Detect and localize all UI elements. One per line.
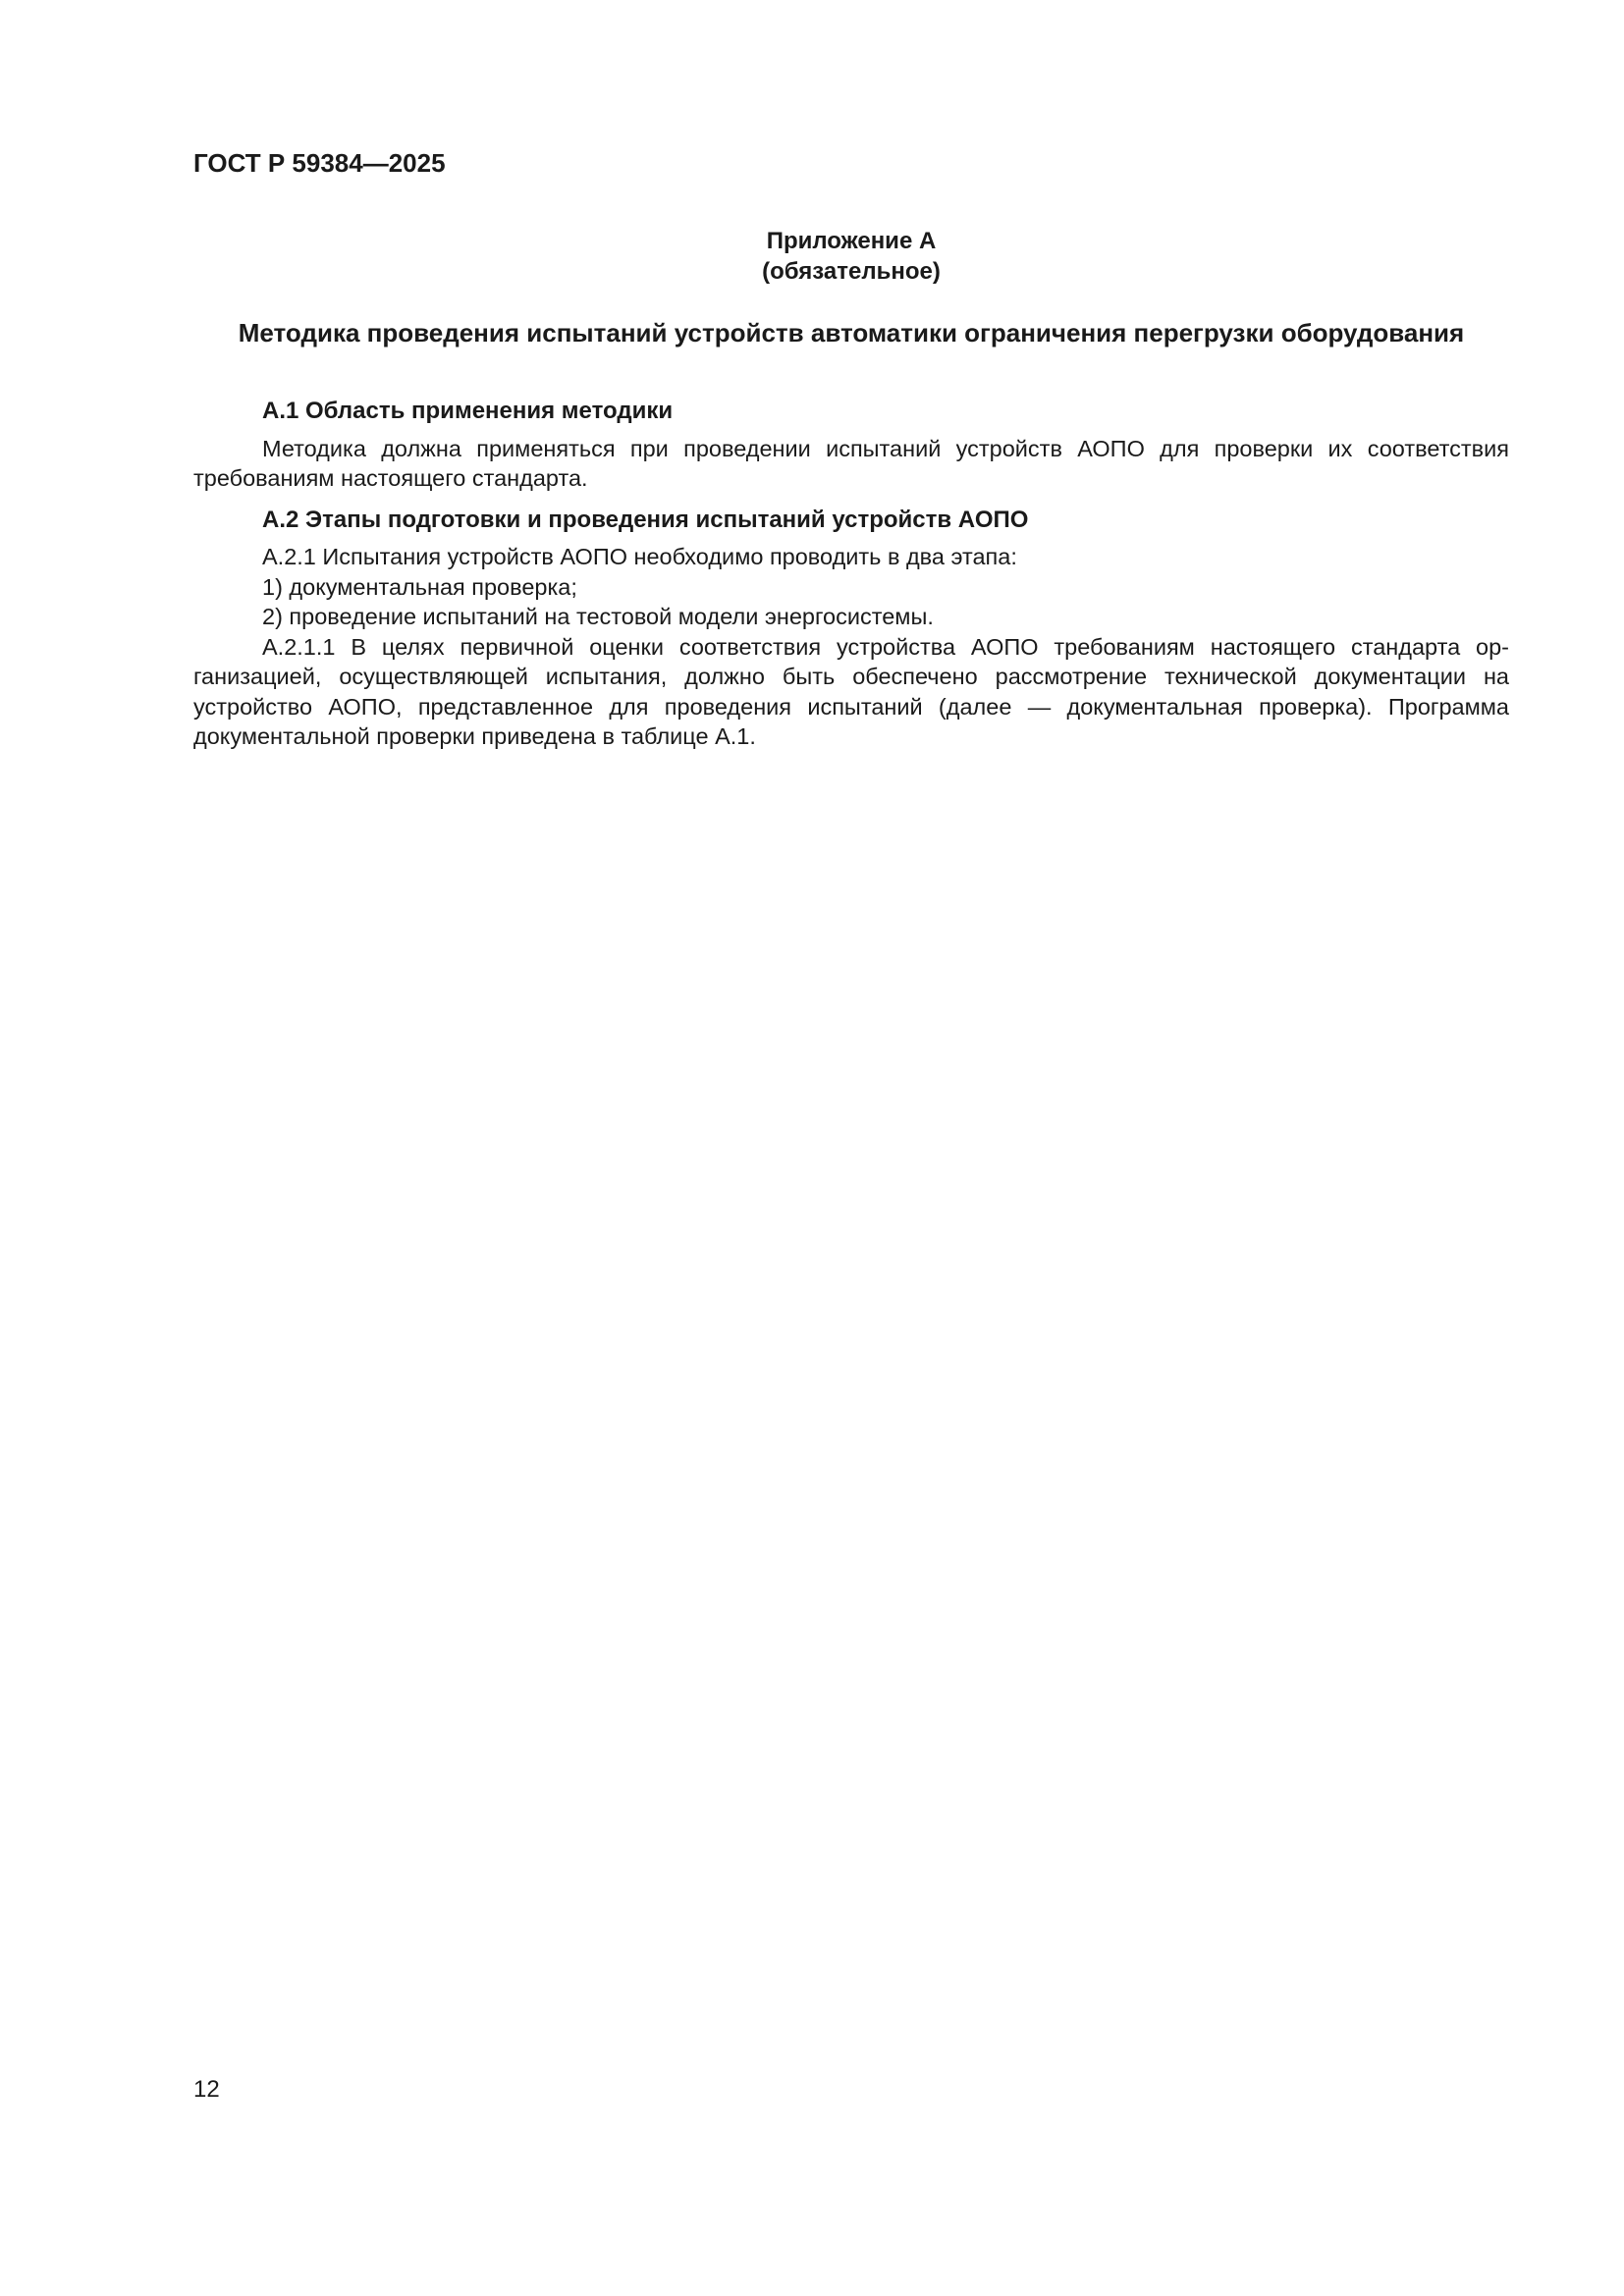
section-heading-a1: А.1 Область применения методики	[262, 398, 674, 424]
document-header-code: ГОСТ Р 59384—2025	[193, 148, 446, 178]
page-number: 12	[193, 2076, 220, 2103]
appendix-status: (обязательное)	[762, 258, 941, 285]
document-body	[193, 397, 1509, 752]
section-a2-list-item-1: 1) документальная проверка;	[262, 573, 577, 600]
appendix-label-block	[193, 226, 1509, 287]
section-heading-a2: А.2 Этапы подготовки и проведения испытаний устройств АОПО	[262, 506, 1029, 533]
section-a2-paragraph-2: А.2.1.1 В целях первичной оценки соответствия устройства АОПО требованиям настоящего стандарта организацией, осуществляющей испытания, должно быть обеспечено рассмотрение технической документации на устройство АОПО, представленное для проведения испытаний (далее — документальная проверка). Программа документальной проверки приведена в таблице А.1.	[193, 633, 1509, 749]
section-a2-paragraph-1: А.2.1 Испытания устройств АОПО необходимо проводить в два этапа:	[262, 544, 1017, 569]
section-a2-list-item-2: 2) проведение испытаний на тестовой модели энергосистемы.	[262, 604, 934, 629]
section-a1-paragraph: Методика должна применяться при проведении испытаний устройств АОПО для проверки их соответствия требованиям настоящего стандарта.	[193, 435, 1509, 491]
appendix-title: Методика проведения испытаний устройств автоматики ограничения перегрузки оборудования	[238, 318, 1465, 347]
appendix-label: Приложение А	[766, 228, 937, 254]
